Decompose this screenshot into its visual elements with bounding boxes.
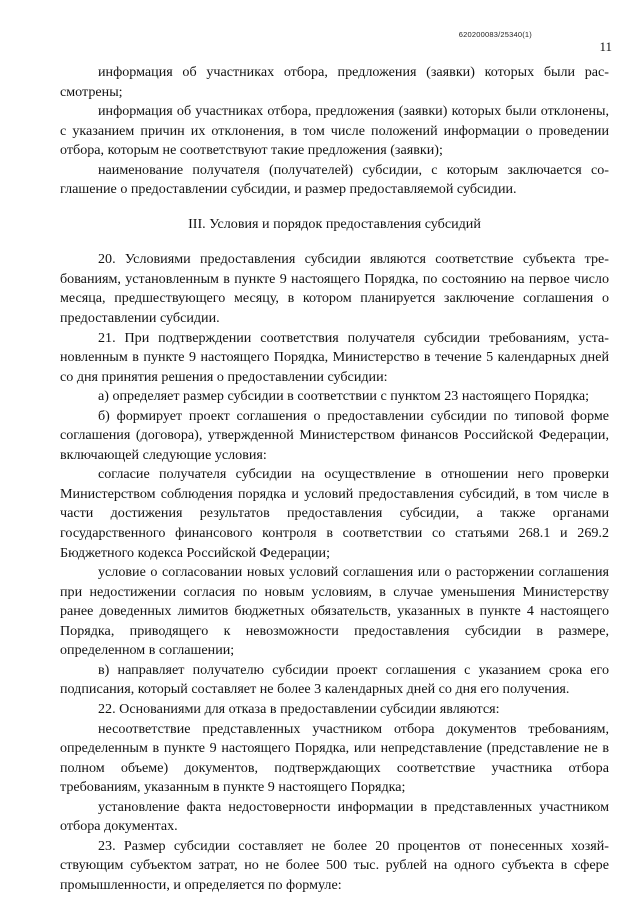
document-body bbox=[60, 63, 609, 895]
paragraph: наименование получателя (получателей) субсидии, с которым заключается соглашение о предоставлении субсидии, и размер предоставляемой субсидии. bbox=[60, 161, 609, 198]
page-number: 11 bbox=[599, 39, 612, 54]
paragraph: 23. Размер субсидии составляет не более 20 процентов от понесенных хозяйствующим субъектом затрат, но не более 500 тыс. рублей на одного субъекта в сфере промышленности, и определяется по формуле: bbox=[60, 837, 609, 893]
paragraph: б) формирует проект соглашения о предоставлении субсидии по типовой форме соглашения (договора), утвержденной Министерством финансов Российской Федерации, включающей следующие условия: bbox=[60, 407, 609, 463]
document-registration-code: 620200083/25340(1) bbox=[458, 30, 532, 39]
paragraph: 21. При подтверждении соответствия получателя субсидии требованиям, установленным в пункте 9 настоящего Порядка, Министерство в течение 5 календарных дней со дня принятия решения о предоставлении субсидии: bbox=[60, 329, 609, 385]
paragraph: информация об участниках отбора, предложения (заявки) которых были отклонены, с указанием причин их отклонения, в том числе положений информации о проведении отбора, которым не соответствуют такие предложения (заявки); bbox=[60, 103, 609, 159]
paragraph: в) направляет получателю субсидии проект соглашения с указанием срока его подписания, который составляет не более 3 календарных дней со дня его получения. bbox=[60, 661, 609, 698]
section-heading: III. Условия и порядок предоставления субсидий bbox=[188, 215, 481, 232]
paragraph: а) определяет размер субсидии в соответствии с пунктом 23 настоящего Порядка; bbox=[98, 388, 589, 405]
paragraph: согласие получателя субсидии на осуществление в отношении него проверки Министерством соблюдения порядка и условий предоставления субсидий, в том числе в части достижения результатов предоставления субсидии, а также органами государственного финансового контроля в соответствии со статьями 268.1 и 269.2 Бюджетного кодекса Российской Федерации; bbox=[60, 466, 609, 561]
paragraph: 22. Основаниями для отказа в предоставлении субсидии являются: bbox=[98, 700, 500, 717]
paragraph: информация об участниках отбора, предложения (заявки) которых были рассмотрены; bbox=[60, 64, 609, 100]
paragraph: 20. Условиями предоставления субсидии являются соответствие субъекта требованиям, установленным в пункте 9 настоящего Порядка, по состоянию на первое число месяца, предшествующего месяцу, в котором планируется заключение соглашения о предоставлении субсидии. bbox=[60, 251, 609, 327]
paragraph: установление факта недостоверности информации в представленных участником отбора документах. bbox=[60, 798, 609, 835]
paragraph: несоответствие представленных участником отбора документов требованиям, определенным в пункте 9 настоящего Порядка, или непредставление (представление не в полном объеме) документов, подтверждающих соответствие участника отбора требованиям, указанным в пункте 9 настоящего Порядка; bbox=[60, 720, 609, 796]
paragraph: условие о согласовании новых условий соглашения или о расторжении соглашения при недостижении согласия по новым условиям, в случае уменьшения Министерству ранее доведенных лимитов бюджетных обязательств, указанных в пункте 4 настоящего Порядка, приводящего к невозможности предоставления субсидии в размере, определенном в соглашении; bbox=[60, 564, 609, 659]
